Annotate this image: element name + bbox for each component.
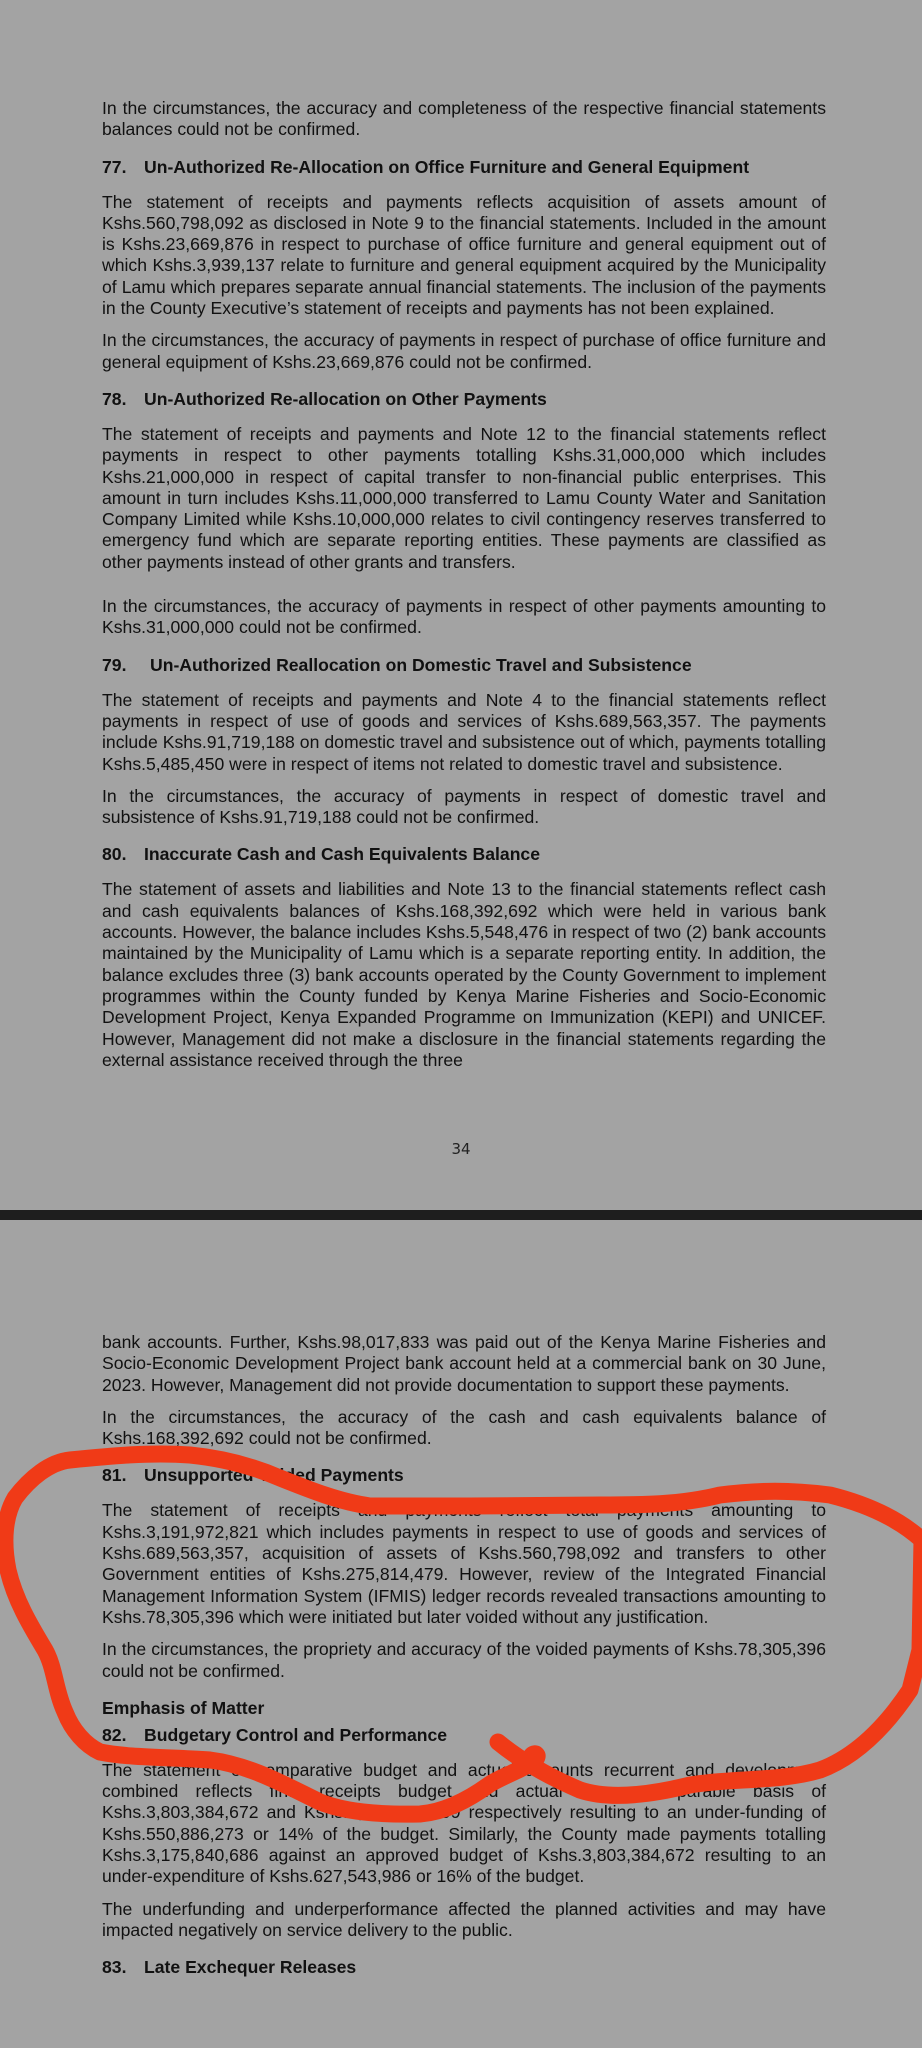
section-number: 79. (102, 654, 127, 675)
section-77-heading (102, 157, 826, 178)
section-number: 82. (102, 1724, 127, 1745)
section-title: Un-Authorized Reallocation on Domestic Travel and Subsistence (150, 654, 692, 675)
section-81-heading (102, 1465, 826, 1486)
section-number: 80. (102, 844, 127, 865)
section-80-heading (102, 844, 826, 865)
section-78-paragraph-2: In the circumstances, the accuracy of payments in respect of other payments amounting to Kshs.31,000,000 could not be confirmed. (102, 596, 826, 638)
section-83-heading (102, 1957, 826, 1978)
section-82-heading (102, 1725, 826, 1746)
section-78-heading (102, 389, 826, 410)
page-content (102, 98, 826, 1082)
section-number: 78. (102, 388, 127, 409)
section-81-paragraph-2: In the circumstances, the propriety and accuracy of the voided payments of Kshs.78,305,396 could not be confirmed. (102, 1639, 826, 1681)
section-80-paragraph-1: The statement of assets and liabilities and Note 13 to the financial statements reflect cash and cash equivalents balances of Kshs.168,392,692 which were held in various bank accounts. However, the balance includes Kshs.5,548,476 in respect of two (2) bank accounts maintained by the Municipality of Lamu which is a separate reporting entity. In addition, the balance excludes three (3) bank accounts operated by the County Government to implement programmes within the County funded by Kenya Marine Fisheries and Socio-Economic Development Project, Kenya Expanded Programme on Immunization (KEPI) and UNICEF. However, Management did not make a disclosure in the financial statements regarding the external assistance received through the three (102, 879, 826, 1070)
section-title: Un-Authorized Re-allocation on Other Payments (144, 388, 547, 409)
section-number: 83. (102, 1957, 127, 1978)
page-number: 34 (451, 1140, 471, 1158)
spacer (102, 584, 826, 596)
section-title: Unsupported Voided Payments (144, 1465, 404, 1486)
section-78-paragraph-1: The statement of receipts and payments and Note 12 to the financial statements reflect payments in respect to other payments totalling Kshs.31,000,000 which includes Kshs.21,000,000 in respect of capital transfer to non-financial public enterprises. This amount in turn includes Kshs.11,000,000 transferred to Lamu County Water and Sanitation Company Limited while Kshs.10,000,000 relates to civil contingency reserves transferred to emergency fund which are separate reporting entities. These payments are classified as other payments instead of other grants and transfers. (102, 423, 826, 572)
section-number: 77. (102, 156, 127, 177)
section-79-heading (102, 655, 826, 676)
intro-paragraph: In the circumstances, the accuracy and completeness of the respective financial statements balances could not be confirmed. (102, 98, 826, 140)
section-82-paragraph-2: The underfunding and underperformance affected the planned activities and may have impacted negatively on service delivery to the public. (102, 1898, 826, 1940)
page-content (102, 1332, 826, 1992)
section-79-paragraph-1: The statement of receipts and payments and Note 4 to the financial statements reflect payments in respect of use of goods and services of Kshs.689,563,357. The payments include Kshs.91,719,188 on domestic travel and subsistence out of which, payments totalling Kshs.5,485,450 were in respect of items not related to domestic travel and subsistence. (102, 689, 826, 774)
section-title: Budgetary Control and Performance (144, 1724, 448, 1745)
section-82-paragraph-1: The statement of comparative budget and actual amounts recurrent and development combined reflects final receipts budget and actual on a comparable basis of Kshs.3,803,384,672 and Kshs.3,252,498,399 respectively resulting to an under-funding of Kshs.550,886,273 or 14% of the budget. Similarly, the County made payments totalling Kshs.3,175,840,686 against an approved budget of Kshs.3,803,384,672 resulting to an under-expenditure of Kshs.627,543,986 or 16% of the budget. (102, 1759, 826, 1887)
section-81-paragraph-1: The statement of receipts and payments reflect total payments amounting to Kshs.3,191,972,821 which includes payments in respect to use of goods and services of Kshs.689,563,357, acquisition of assets of Kshs.560,798,092 and transfers to other Government entities of Kshs.275,814,479. However, review of the Integrated Financial Management Information System (IFMIS) ledger records revealed transactions amounting to Kshs.78,305,396 which were initiated but later voided without any justification. (102, 1500, 826, 1627)
section-79-paragraph-2: In the circumstances, the accuracy of payments in respect of domestic travel and subsistence of Kshs.91,719,188 could not be confirmed. (102, 785, 826, 828)
section-title: Late Exchequer Releases (144, 1957, 357, 1978)
document-page-35 (0, 1220, 922, 2048)
section-title: Inaccurate Cash and Cash Equivalents Balance (144, 844, 541, 865)
section-title: Un-Authorized Re-Allocation on Office Furniture and General Equipment (144, 156, 750, 177)
continuation-paragraph: bank accounts. Further, Kshs.98,017,833 was paid out of the Kenya Marine Fisheries and Socio-Economic Development Project bank account held at a commercial bank on 30 June, 2023. However, Management did not provide documentation to support these payments. (102, 1332, 826, 1395)
section-77-paragraph-1: The statement of receipts and payments reflects acquisition of assets amount of Kshs.560,798,092 as disclosed in Note 9 to the financial statements. Included in the amount is Kshs.23,669,876 in respect to purchase of office furniture and general equipment out of which Kshs.3,939,137 relate to furniture and general equipment acquired by the Municipality of Lamu which prepares separate annual financial statements. The inclusion of the payments in the County Executive’s statement of receipts and payments has not been explained. (102, 191, 826, 319)
emphasis-of-matter-heading: Emphasis of Matter (102, 1697, 265, 1718)
page-divider (0, 1210, 922, 1220)
section-77-paragraph-2: In the circumstances, the accuracy of payments in respect of purchase of office furniture and general equipment of Kshs.23,669,876 could not be confirmed. (102, 330, 826, 372)
continuation-paragraph-2: In the circumstances, the accuracy of the cash and cash equivalents balance of Kshs.168,392,692 could not be confirmed. (102, 1406, 826, 1449)
section-number: 81. (102, 1465, 127, 1486)
